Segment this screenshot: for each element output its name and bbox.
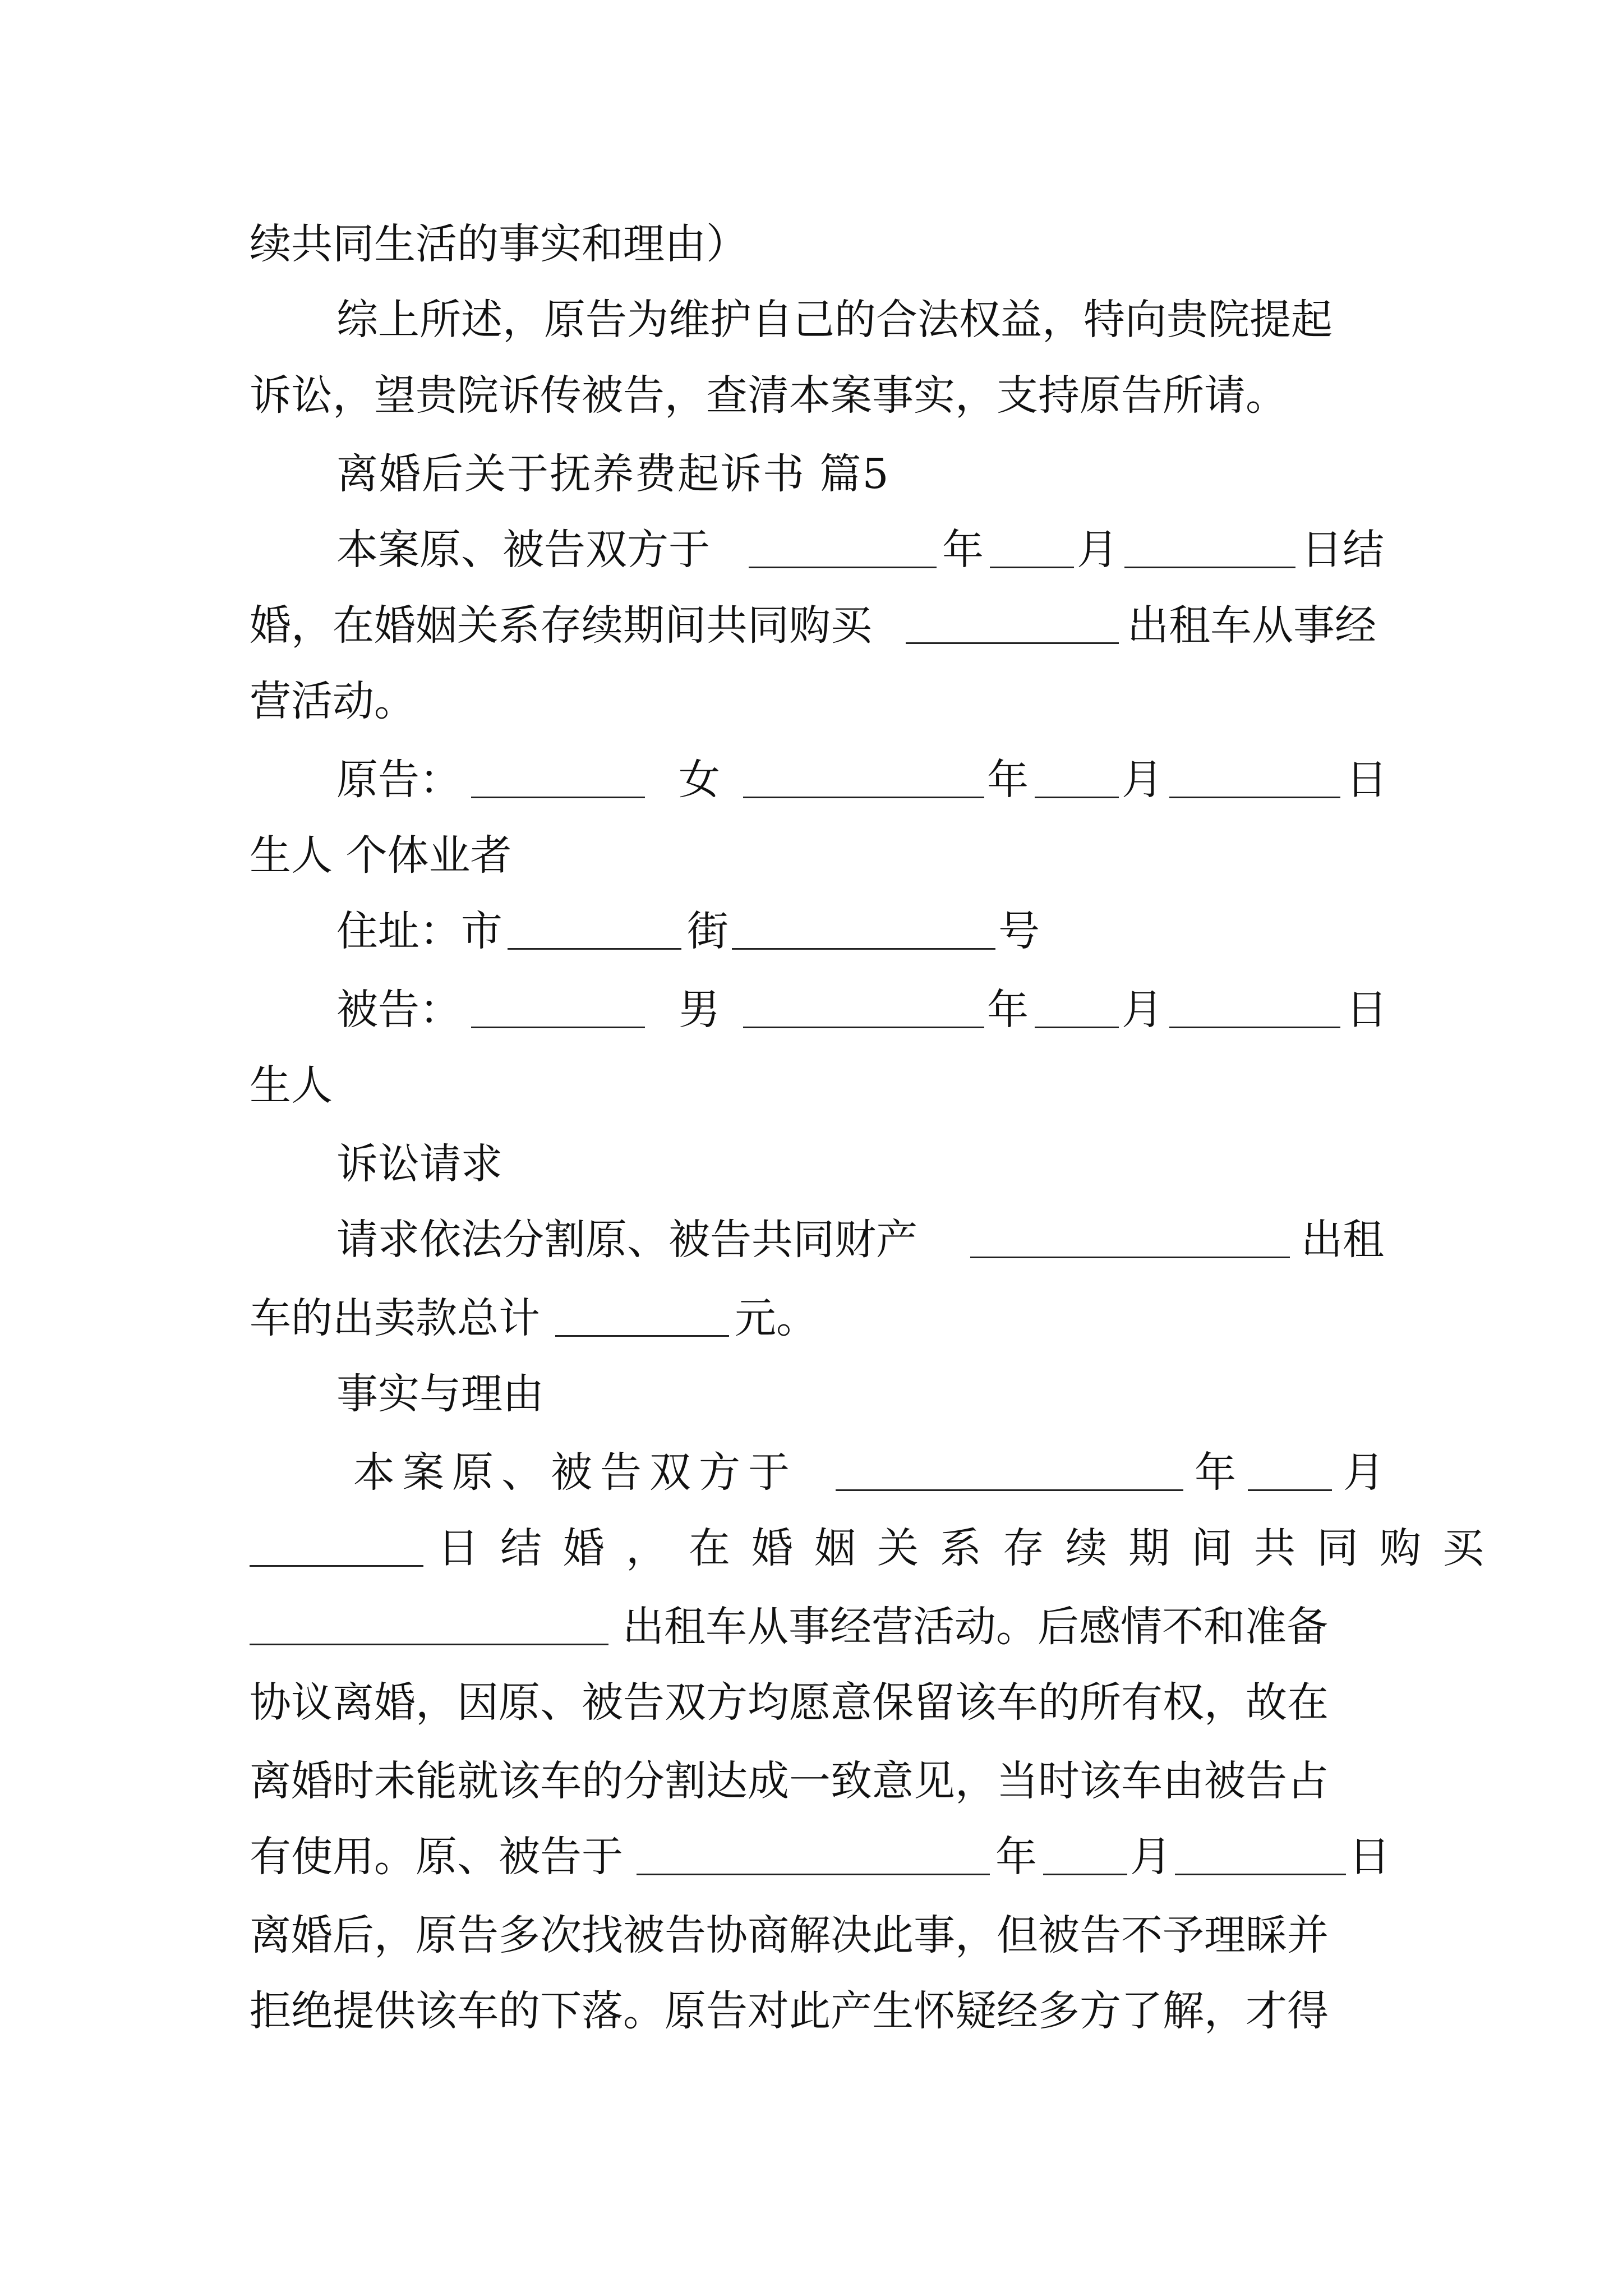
paragraph-line [0,895,1623,968]
paragraph-line [0,1666,1623,1739]
text: 住址：市 [336,907,502,955]
paragraph-line [0,1049,1623,1122]
text: 续共同生活的事实和理由） [250,220,748,268]
fill-blank [1035,973,1119,1046]
paragraph-line [0,743,1623,816]
fill-blank [637,1820,990,1893]
text: 月 [1343,1448,1385,1497]
text: 车的出卖款总计 [250,1294,540,1342]
paragraph-line [0,1512,1623,1585]
text: 月 [1077,526,1118,574]
section-heading [0,1358,1623,1430]
paragraph-line [0,1203,1623,1276]
fill-blank [250,1590,608,1663]
text: 日 [1346,986,1387,1034]
paragraph-line [0,283,1623,356]
fill-blank [1169,973,1340,1046]
paragraph-line [0,1436,1623,1509]
text: 综上所述，原告为维护自己的合法权益，特向贵院提起 [336,296,1332,344]
fill-blank [749,513,937,586]
paragraph-line [0,1745,1623,1818]
text: 日结婚，在婚姻关系存续期间共同购买 [437,1524,1505,1572]
fill-blank [1175,1820,1346,1893]
text: 日 [1349,1833,1390,1881]
heading-text: 离婚后关于抚养费起诉书 篇5 [336,450,890,498]
text: 拒绝提供该车的下落。原告对此产生怀疑经多方了解，才得 [250,1987,1329,2035]
fill-blank [555,1282,729,1355]
fill-blank [836,1436,1183,1509]
text: 月 [1130,1833,1172,1881]
text: 请求依法分割原、被告共同财产 [336,1216,917,1264]
text: 本案原、被告双方于 [336,526,710,574]
fill-blank [1248,1436,1332,1509]
text: 月 [1122,986,1163,1034]
paragraph-line [0,589,1623,662]
text: 协议离婚，因原、被告双方均愿意保留该车的所有权，故在 [250,1678,1329,1727]
section-heading [0,438,1623,510]
text: 出租车从事经营活动。后感情不和准备 [623,1603,1328,1651]
paragraph-line [0,819,1623,892]
text: 被告： [336,986,461,1034]
text: 有使用。原、被告于 [250,1833,623,1881]
fill-blank [1124,513,1295,586]
fill-blank [471,973,645,1046]
fill-blank [970,1203,1290,1276]
fill-blank [743,973,984,1046]
text: 号 [998,907,1040,955]
text: 婚，在婚姻关系存续期间共同购买 [250,601,872,650]
paragraph-line [0,208,1623,280]
paragraph-line [0,973,1623,1046]
text: 日 [1346,756,1387,804]
fill-blank [471,743,645,816]
text: 年 [995,1833,1037,1881]
paragraph-line [0,1282,1623,1355]
text: 出租 [1301,1216,1384,1264]
text: 生人 [250,1061,333,1110]
paragraph-line [0,1975,1623,2047]
fill-blank [732,895,995,968]
text: 月 [1122,756,1163,804]
paragraph-line [0,1590,1623,1663]
text: 本案原、被告双方于 [353,1448,797,1497]
section-heading [0,1128,1623,1200]
text: 女 [679,756,720,804]
text: 生人 个体业者 [250,831,512,880]
fill-blank [508,895,681,968]
heading-text: 事实与理由 [336,1370,544,1418]
fill-blank [1035,743,1119,816]
text: 男 [679,986,720,1034]
text: 营活动。 [250,677,416,725]
text: 离婚后，原告多次找被告协商解决此事，但被告不予理睬并 [250,1911,1329,1959]
paragraph-line [0,1820,1623,1893]
paragraph-line [0,665,1623,738]
text: 原告： [336,756,461,804]
text: 日结 [1301,526,1384,574]
heading-text: 诉讼请求 [336,1140,502,1188]
fill-blank [1043,1820,1127,1893]
text: 诉讼，望贵院诉传被告，查清本案事实，支持原告所请。 [250,371,1287,420]
text: 出租车从事经 [1127,601,1376,650]
text: 年 [987,986,1029,1034]
paragraph-line [0,513,1623,586]
text: 年 [942,526,984,574]
text: 元。 [735,1294,818,1342]
fill-blank [1169,743,1340,816]
fill-blank [990,513,1074,586]
fill-blank [743,743,984,816]
fill-blank [250,1512,423,1585]
paragraph-line [0,1899,1623,1972]
text: 街 [687,907,728,955]
text: 年 [987,756,1029,804]
paragraph-line [0,359,1623,432]
fill-blank [906,589,1119,662]
text: 离婚时未能就该车的分割达成一致意见，当时该车由被告占 [250,1757,1329,1805]
text: 年 [1195,1448,1236,1497]
